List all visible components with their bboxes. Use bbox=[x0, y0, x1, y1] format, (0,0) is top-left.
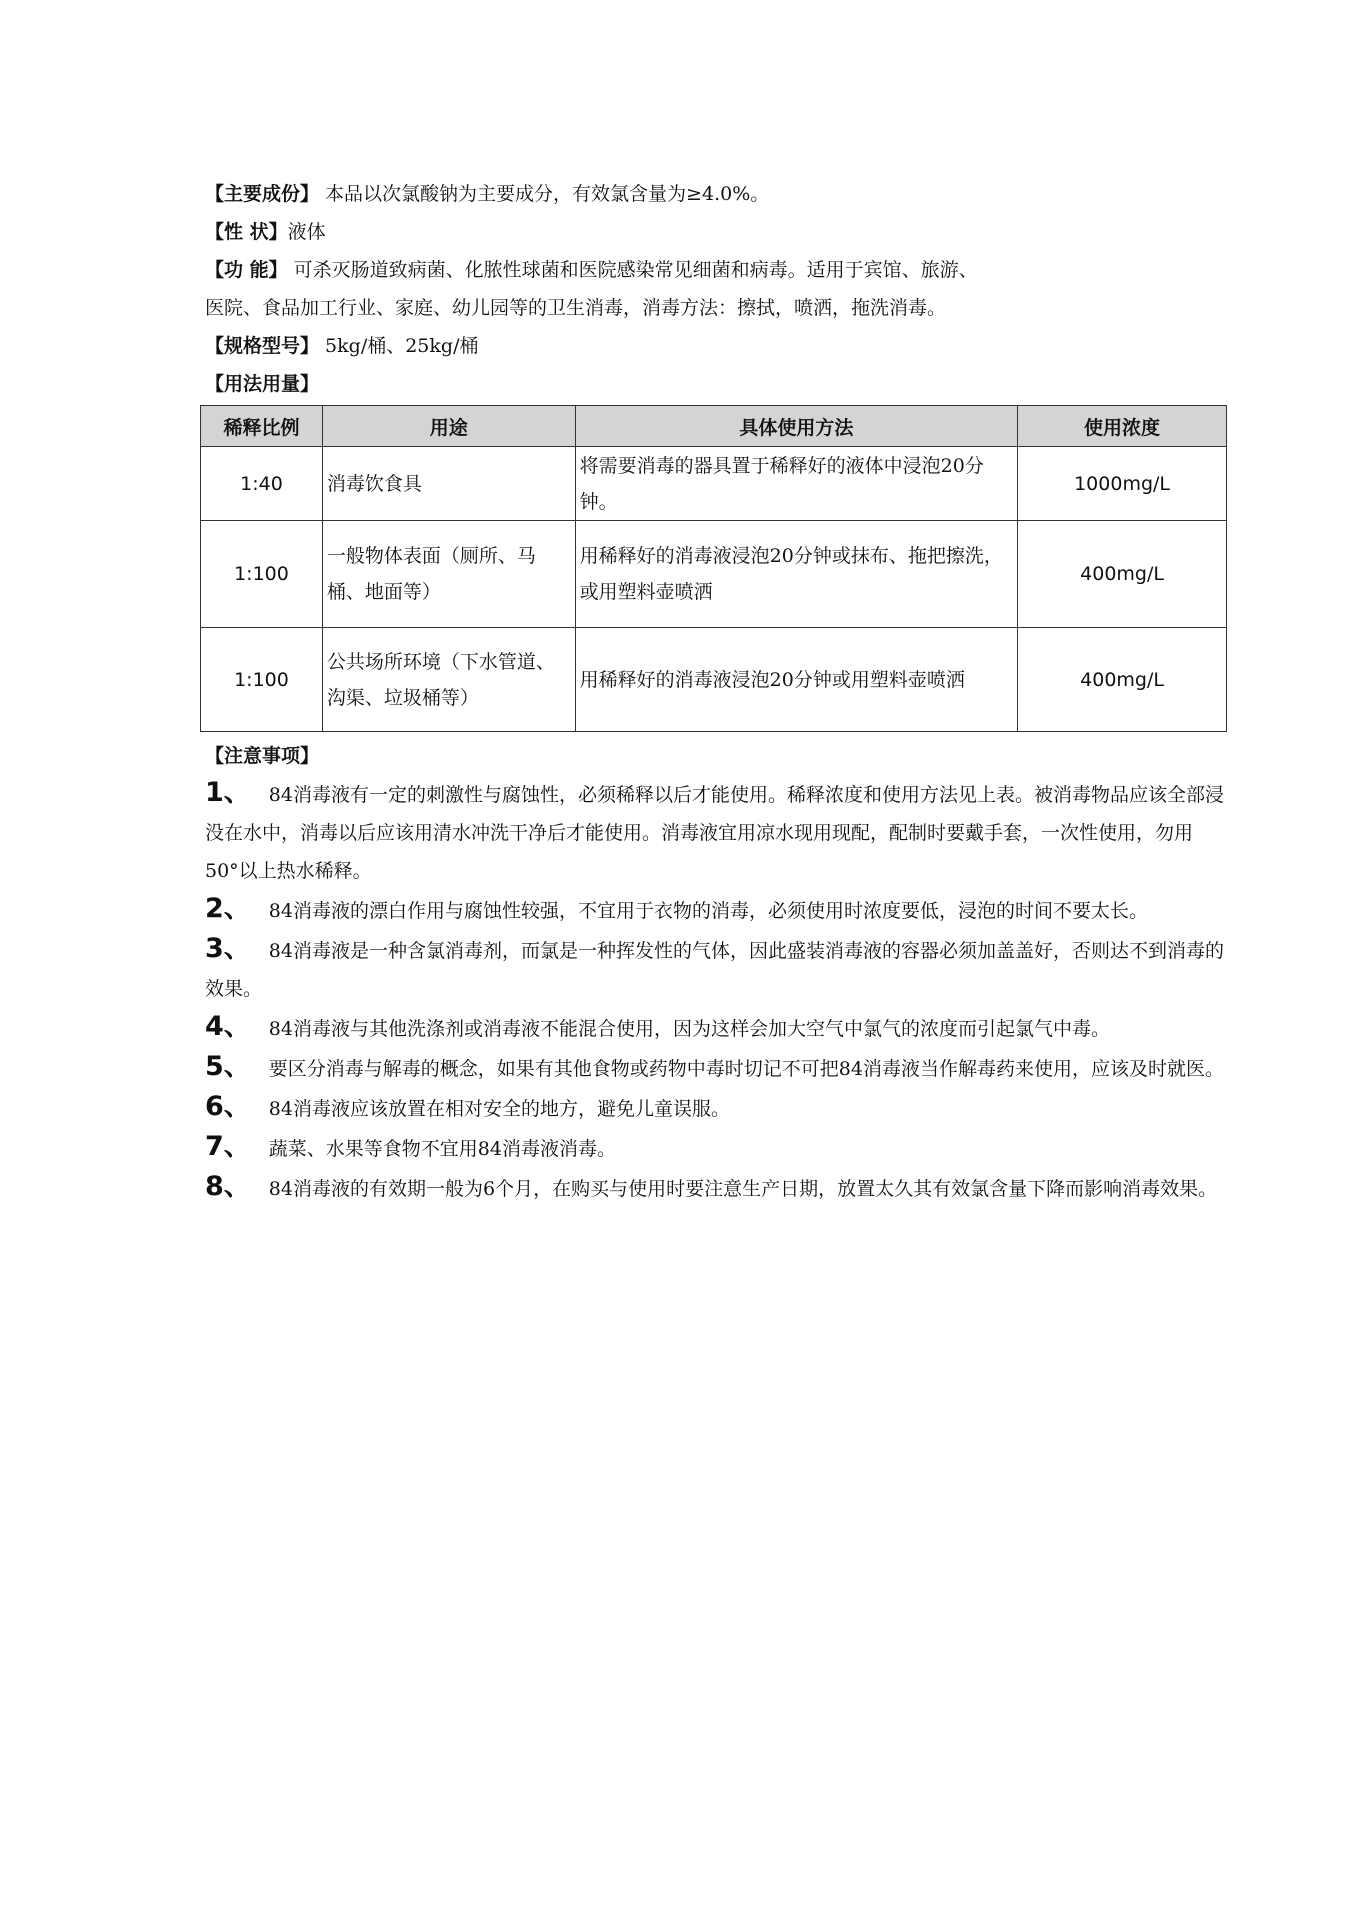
cell-concentration: 400mg/L bbox=[1018, 628, 1227, 732]
composition-line bbox=[205, 175, 1225, 213]
note-item bbox=[205, 1008, 1225, 1048]
note-number: 7、 bbox=[205, 1131, 251, 1162]
cell-method: 将需要消毒的器具置于稀释好的液体中浸泡20分钟。 bbox=[575, 447, 1017, 521]
table-row bbox=[201, 521, 1227, 628]
note-item bbox=[205, 1048, 1225, 1088]
note-text: 84消毒液是一种含氯消毒剂，而氯是一种挥发性的气体，因此盛装消毒液的容器必须加盖盖好，否则达不到消毒的效果。 bbox=[205, 940, 1224, 1000]
function-line-2: 医院、食品加工行业、家庭、幼儿园等的卫生消毒，消毒方法：擦拭，喷洒，拖洗消毒。 bbox=[205, 297, 947, 319]
cell-concentration: 400mg/L bbox=[1018, 521, 1227, 628]
table-row bbox=[201, 447, 1227, 521]
note-text: 84消毒液与其他洗涤剂或消毒液不能混合使用，因为这样会加大空气中氯气的浓度而引起氯气中毒。 bbox=[268, 1018, 1110, 1040]
note-text: 84消毒液的漂白作用与腐蚀性较强，不宜用于衣物的消毒，必须使用时浓度要低，浸泡的时间不要太长。 bbox=[268, 900, 1148, 922]
cell-method: 用稀释好的消毒液浸泡20分钟或用塑料壶喷洒 bbox=[575, 628, 1017, 732]
composition-label: 【主要成份】 bbox=[205, 183, 320, 205]
note-number: 3、 bbox=[205, 933, 251, 964]
note-number: 6、 bbox=[205, 1091, 251, 1122]
property-text: 液体 bbox=[287, 221, 326, 243]
document-page bbox=[205, 175, 1225, 1208]
spec-line bbox=[205, 327, 1225, 365]
header-method: 具体使用方法 bbox=[575, 406, 1017, 447]
note-text: 蔬菜、水果等食物不宜用84消毒液消毒。 bbox=[268, 1138, 616, 1160]
cell-use: 消毒饮食具 bbox=[322, 447, 575, 521]
note-text: 84消毒液应该放置在相对安全的地方，避免儿童误服。 bbox=[268, 1098, 730, 1120]
function-text-1: 可杀灭肠道致病菌、化脓性球菌和医院感染常见细菌和病毒。适用于宾馆、旅游、 bbox=[287, 259, 978, 281]
property-label: 【性 状】 bbox=[205, 221, 288, 243]
note-item bbox=[205, 890, 1225, 930]
cell-ratio: 1:40 bbox=[201, 447, 323, 521]
note-item bbox=[205, 774, 1225, 890]
note-number: 5、 bbox=[205, 1051, 251, 1082]
note-number: 1、 bbox=[205, 777, 251, 808]
note-number: 4、 bbox=[205, 1011, 251, 1042]
note-text: 84消毒液的有效期一般为6个月，在购买与使用时要注意生产日期，放置太久其有效氯含量下降而影响消毒效果。 bbox=[268, 1178, 1218, 1200]
cell-use: 一般物体表面（厕所、马桶、地面等） bbox=[322, 521, 575, 628]
function-line bbox=[205, 251, 1225, 289]
spec-text: 5kg/桶、25kg/桶 bbox=[319, 335, 479, 357]
header-concentration: 使用浓度 bbox=[1018, 406, 1227, 447]
cell-ratio: 1:100 bbox=[201, 628, 323, 732]
note-number: 2、 bbox=[205, 893, 251, 924]
dilution-table bbox=[200, 405, 1227, 732]
note-number: 8、 bbox=[205, 1171, 251, 1202]
spec-label: 【规格型号】 bbox=[205, 335, 320, 357]
note-item bbox=[205, 930, 1225, 1008]
note-item bbox=[205, 1168, 1225, 1208]
note-text: 要区分消毒与解毒的概念，如果有其他食物或药物中毒时切记不可把84消毒液当作解毒药来使用，应该及时就医。 bbox=[268, 1058, 1224, 1080]
note-text: 84消毒液有一定的刺激性与腐蚀性，必须稀释以后才能使用。稀释浓度和使用方法见上表。被消毒物品应该全部浸没在水中，消毒以后应该用清水冲洗干净后才能使用。消毒液宜用凉水现用现配，配制时要戴手套，一次性使用，勿用50°以上热水稀释。 bbox=[205, 784, 1224, 882]
table-header-row bbox=[201, 406, 1227, 447]
composition-text: 本品以次氯酸钠为主要成分，有效氯含量为≥4.0%。 bbox=[319, 183, 770, 205]
note-item bbox=[205, 1128, 1225, 1168]
property-line bbox=[205, 213, 1225, 251]
header-ratio: 稀释比例 bbox=[201, 406, 323, 447]
cell-method: 用稀释好的消毒液浸泡20分钟或抹布、拖把擦洗，或用塑料壶喷洒 bbox=[575, 521, 1017, 628]
cell-ratio: 1:100 bbox=[201, 521, 323, 628]
usage-label: 【用法用量】 bbox=[205, 373, 320, 395]
notes-title: 【注意事项】 bbox=[205, 745, 320, 767]
note-item bbox=[205, 1088, 1225, 1128]
header-use: 用途 bbox=[322, 406, 575, 447]
cell-use: 公共场所环境（下水管道、沟渠、垃圾桶等） bbox=[322, 628, 575, 732]
function-label: 【功 能】 bbox=[205, 259, 288, 281]
cell-concentration: 1000mg/L bbox=[1018, 447, 1227, 521]
notes-list bbox=[205, 774, 1225, 1208]
table-row bbox=[201, 628, 1227, 732]
